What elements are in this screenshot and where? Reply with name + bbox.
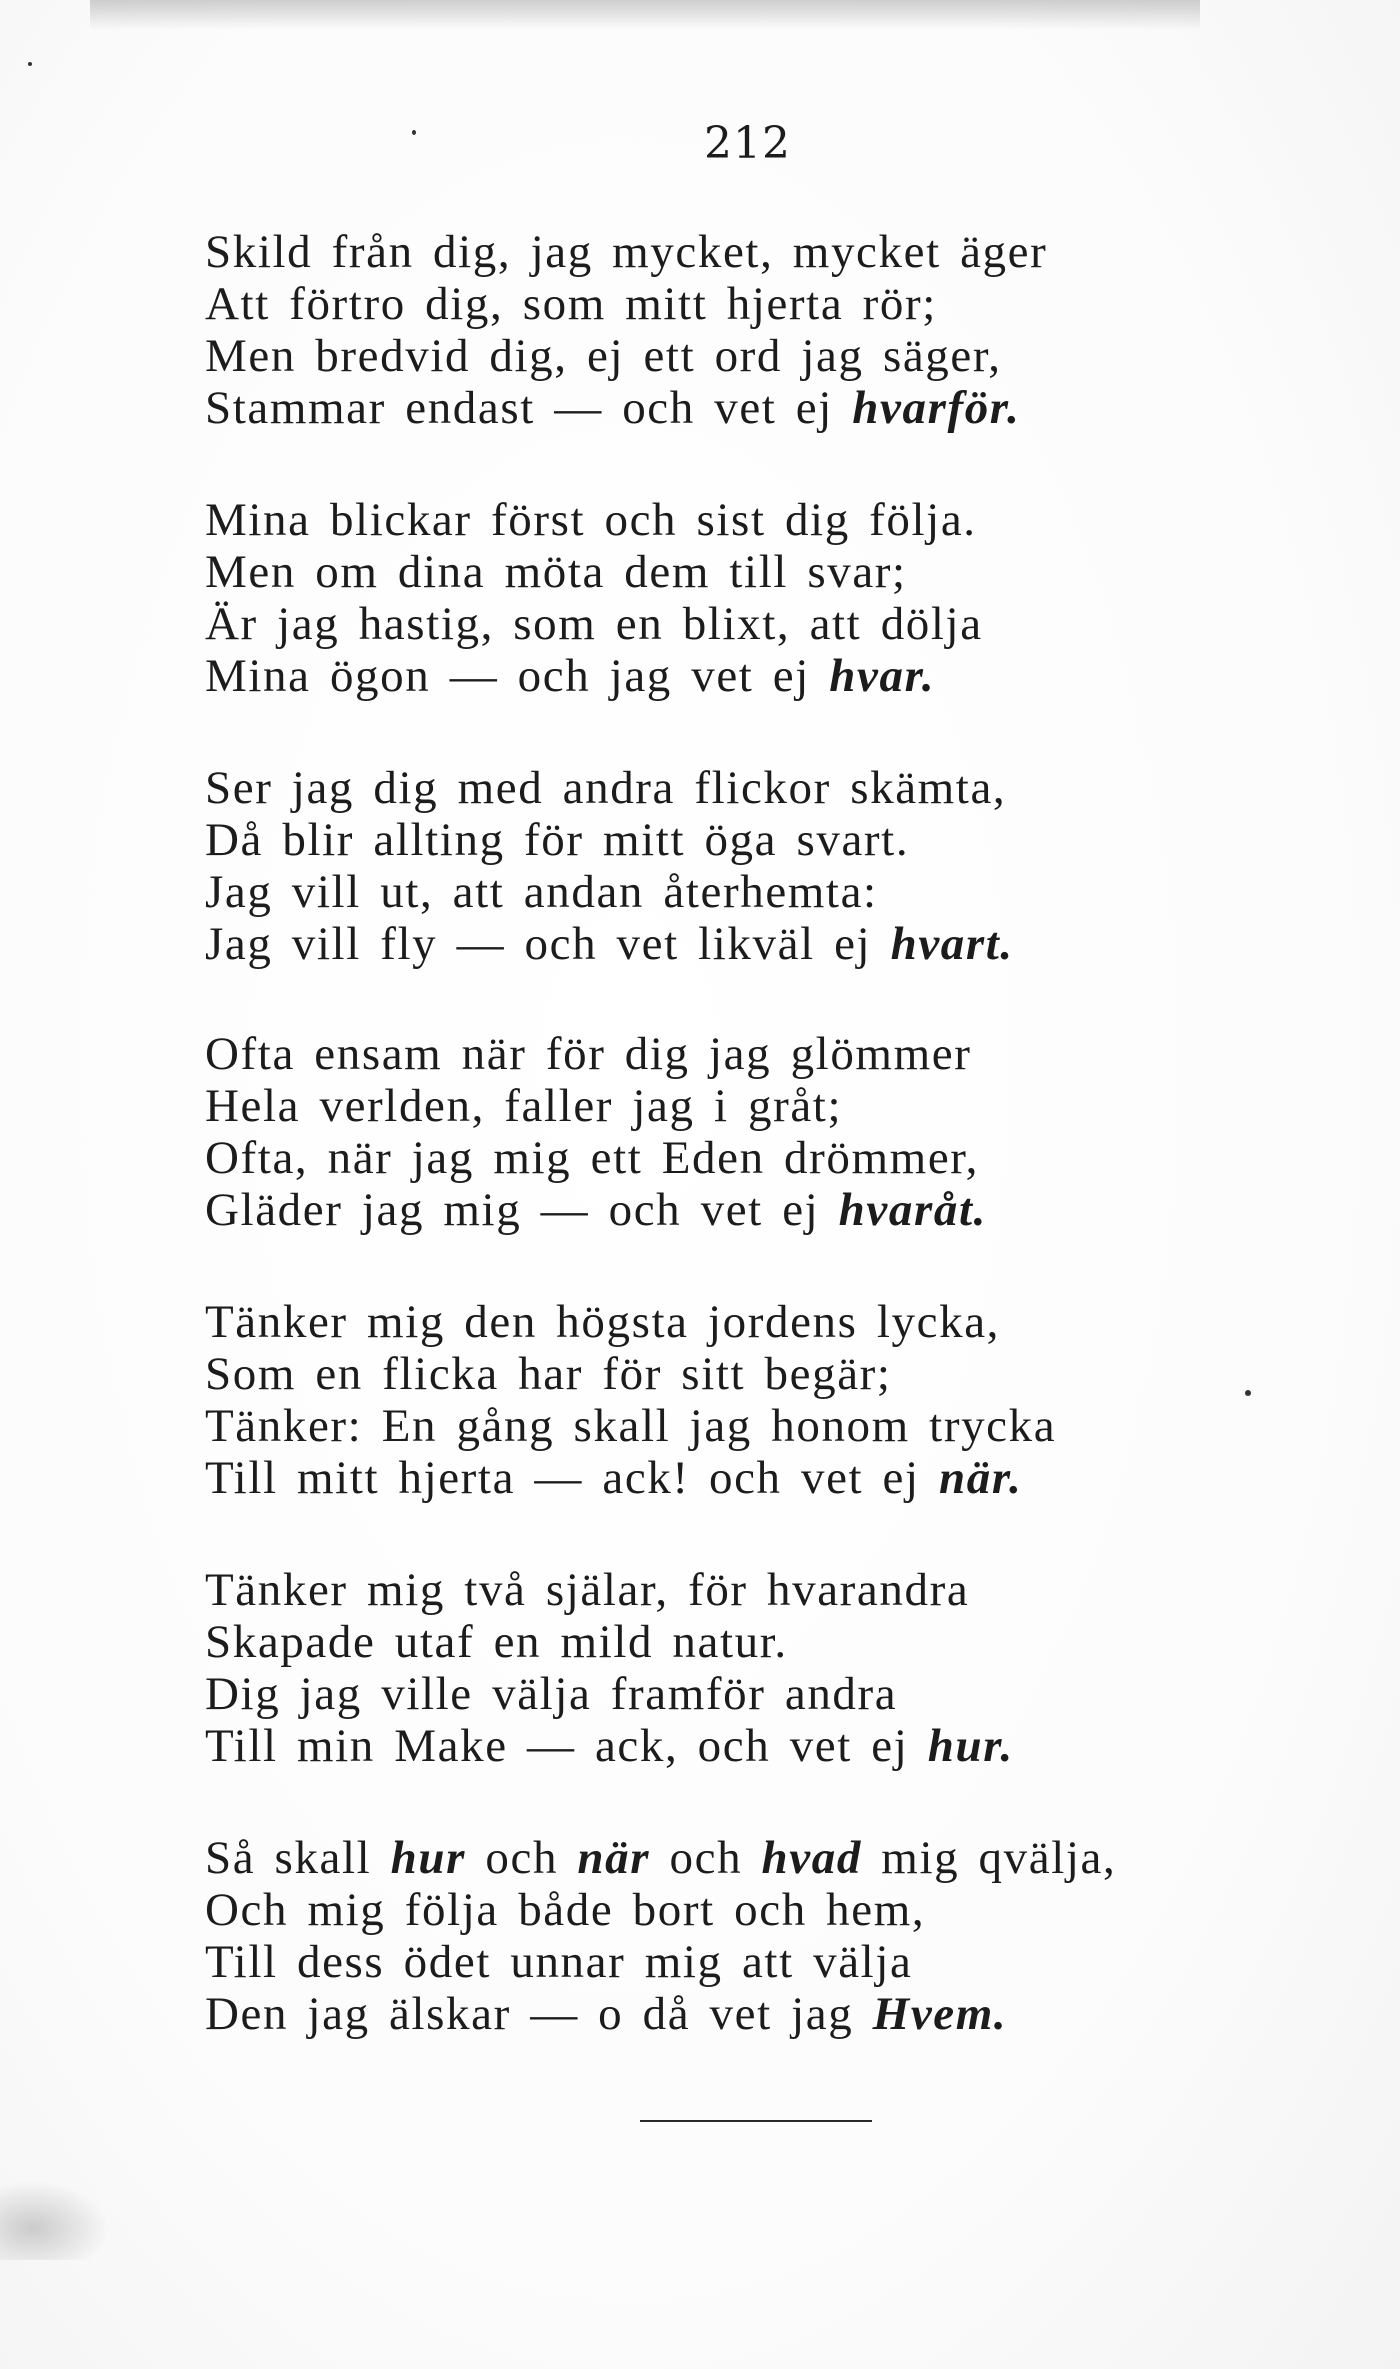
poem-line: Att förtro dig, som mitt hjerta rör; xyxy=(205,278,937,330)
poem-line: Skapade utaf en mild natur. xyxy=(205,1616,788,1668)
emphasized-word: hur. xyxy=(927,1720,1014,1772)
emphasized-word: när. xyxy=(939,1452,1023,1504)
poem-line: Då blir allting för mitt öga svart. xyxy=(205,814,910,866)
end-rule xyxy=(640,2120,872,2122)
stanza-5 xyxy=(205,1296,1325,1504)
poem-line: Den jag älskar — o då vet jag Hvem. xyxy=(205,1988,1008,2040)
emphasized-word: hvart. xyxy=(890,918,1014,970)
poem-line: Skild från dig, jag mycket, mycket äger xyxy=(205,226,1048,278)
emphasized-word: hvad xyxy=(761,1832,862,1884)
print-speck xyxy=(28,62,32,66)
poem-line: Men om dina möta dem till svar; xyxy=(205,546,907,598)
poem-line: Mina blickar först och sist dig följa. xyxy=(205,494,977,546)
poem-line: Som en flicka har för sitt begär; xyxy=(205,1348,892,1400)
poem-line: Så skall hur och när och hvad mig qvälja, xyxy=(205,1832,1117,1884)
poem-line: Dig jag ville välja framför andra xyxy=(205,1668,898,1720)
poem-line: Tänker mig två själar, för hvarandra xyxy=(205,1564,970,1616)
poem-line: Jag vill fly — och vet likväl ej hvart. xyxy=(205,918,1014,970)
print-speck xyxy=(412,130,416,135)
poem-line: Tänker: En gång skall jag honom trycka xyxy=(205,1400,1057,1452)
poem-line: Jag vill ut, att andan återhemta: xyxy=(205,866,878,918)
emphasized-word: hvar. xyxy=(829,650,936,702)
poem-line: Ofta, när jag mig ett Eden drömmer, xyxy=(205,1132,980,1184)
emphasized-word: när xyxy=(577,1832,651,1884)
emphasized-word: hur xyxy=(390,1832,467,1884)
poem-line: Men bredvid dig, ej ett ord jag säger, xyxy=(205,330,1002,382)
poem-line: Ser jag dig med andra flickor skämta, xyxy=(205,762,1007,814)
scan-edge-shadow xyxy=(90,0,1200,30)
poem xyxy=(205,226,1325,2100)
poem-line: Och mig följa både bort och hem, xyxy=(205,1884,926,1936)
poem-line: Mina ögon — och jag vet ej hvar. xyxy=(205,650,936,702)
scan-corner-mark xyxy=(0,2180,110,2260)
page-number: 212 xyxy=(704,118,791,169)
stanza-1 xyxy=(205,226,1325,434)
poem-line: Till mitt hjerta — ack! och vet ej när. xyxy=(205,1452,1023,1504)
emphasized-word: hvaråt. xyxy=(838,1184,987,1236)
stanza-4 xyxy=(205,1028,1325,1236)
emphasized-word: Hvem. xyxy=(872,1988,1008,2040)
poem-line: Är jag hastig, som en blixt, att dölja xyxy=(205,598,983,650)
poem-line: Gläder jag mig — och vet ej hvaråt. xyxy=(205,1184,987,1236)
poem-line: Till dess ödet unnar mig att välja xyxy=(205,1936,913,1988)
poem-line: Ofta ensam när för dig jag glömmer xyxy=(205,1028,972,1080)
print-speck xyxy=(1245,1390,1251,1396)
stanza-7 xyxy=(205,1832,1325,2040)
stanza-6 xyxy=(205,1564,1325,1772)
poem-line: Tänker mig den högsta jordens lycka, xyxy=(205,1296,1001,1348)
poem-line: Till min Make — ack, och vet ej hur. xyxy=(205,1720,1014,1772)
emphasized-word: hvarför. xyxy=(852,382,1021,434)
stanza-2 xyxy=(205,494,1325,702)
stanza-3 xyxy=(205,762,1325,970)
poem-line: Stammar endast — och vet ej hvarför. xyxy=(205,382,1021,434)
poem-line: Hela verlden, faller jag i gråt; xyxy=(205,1080,843,1132)
